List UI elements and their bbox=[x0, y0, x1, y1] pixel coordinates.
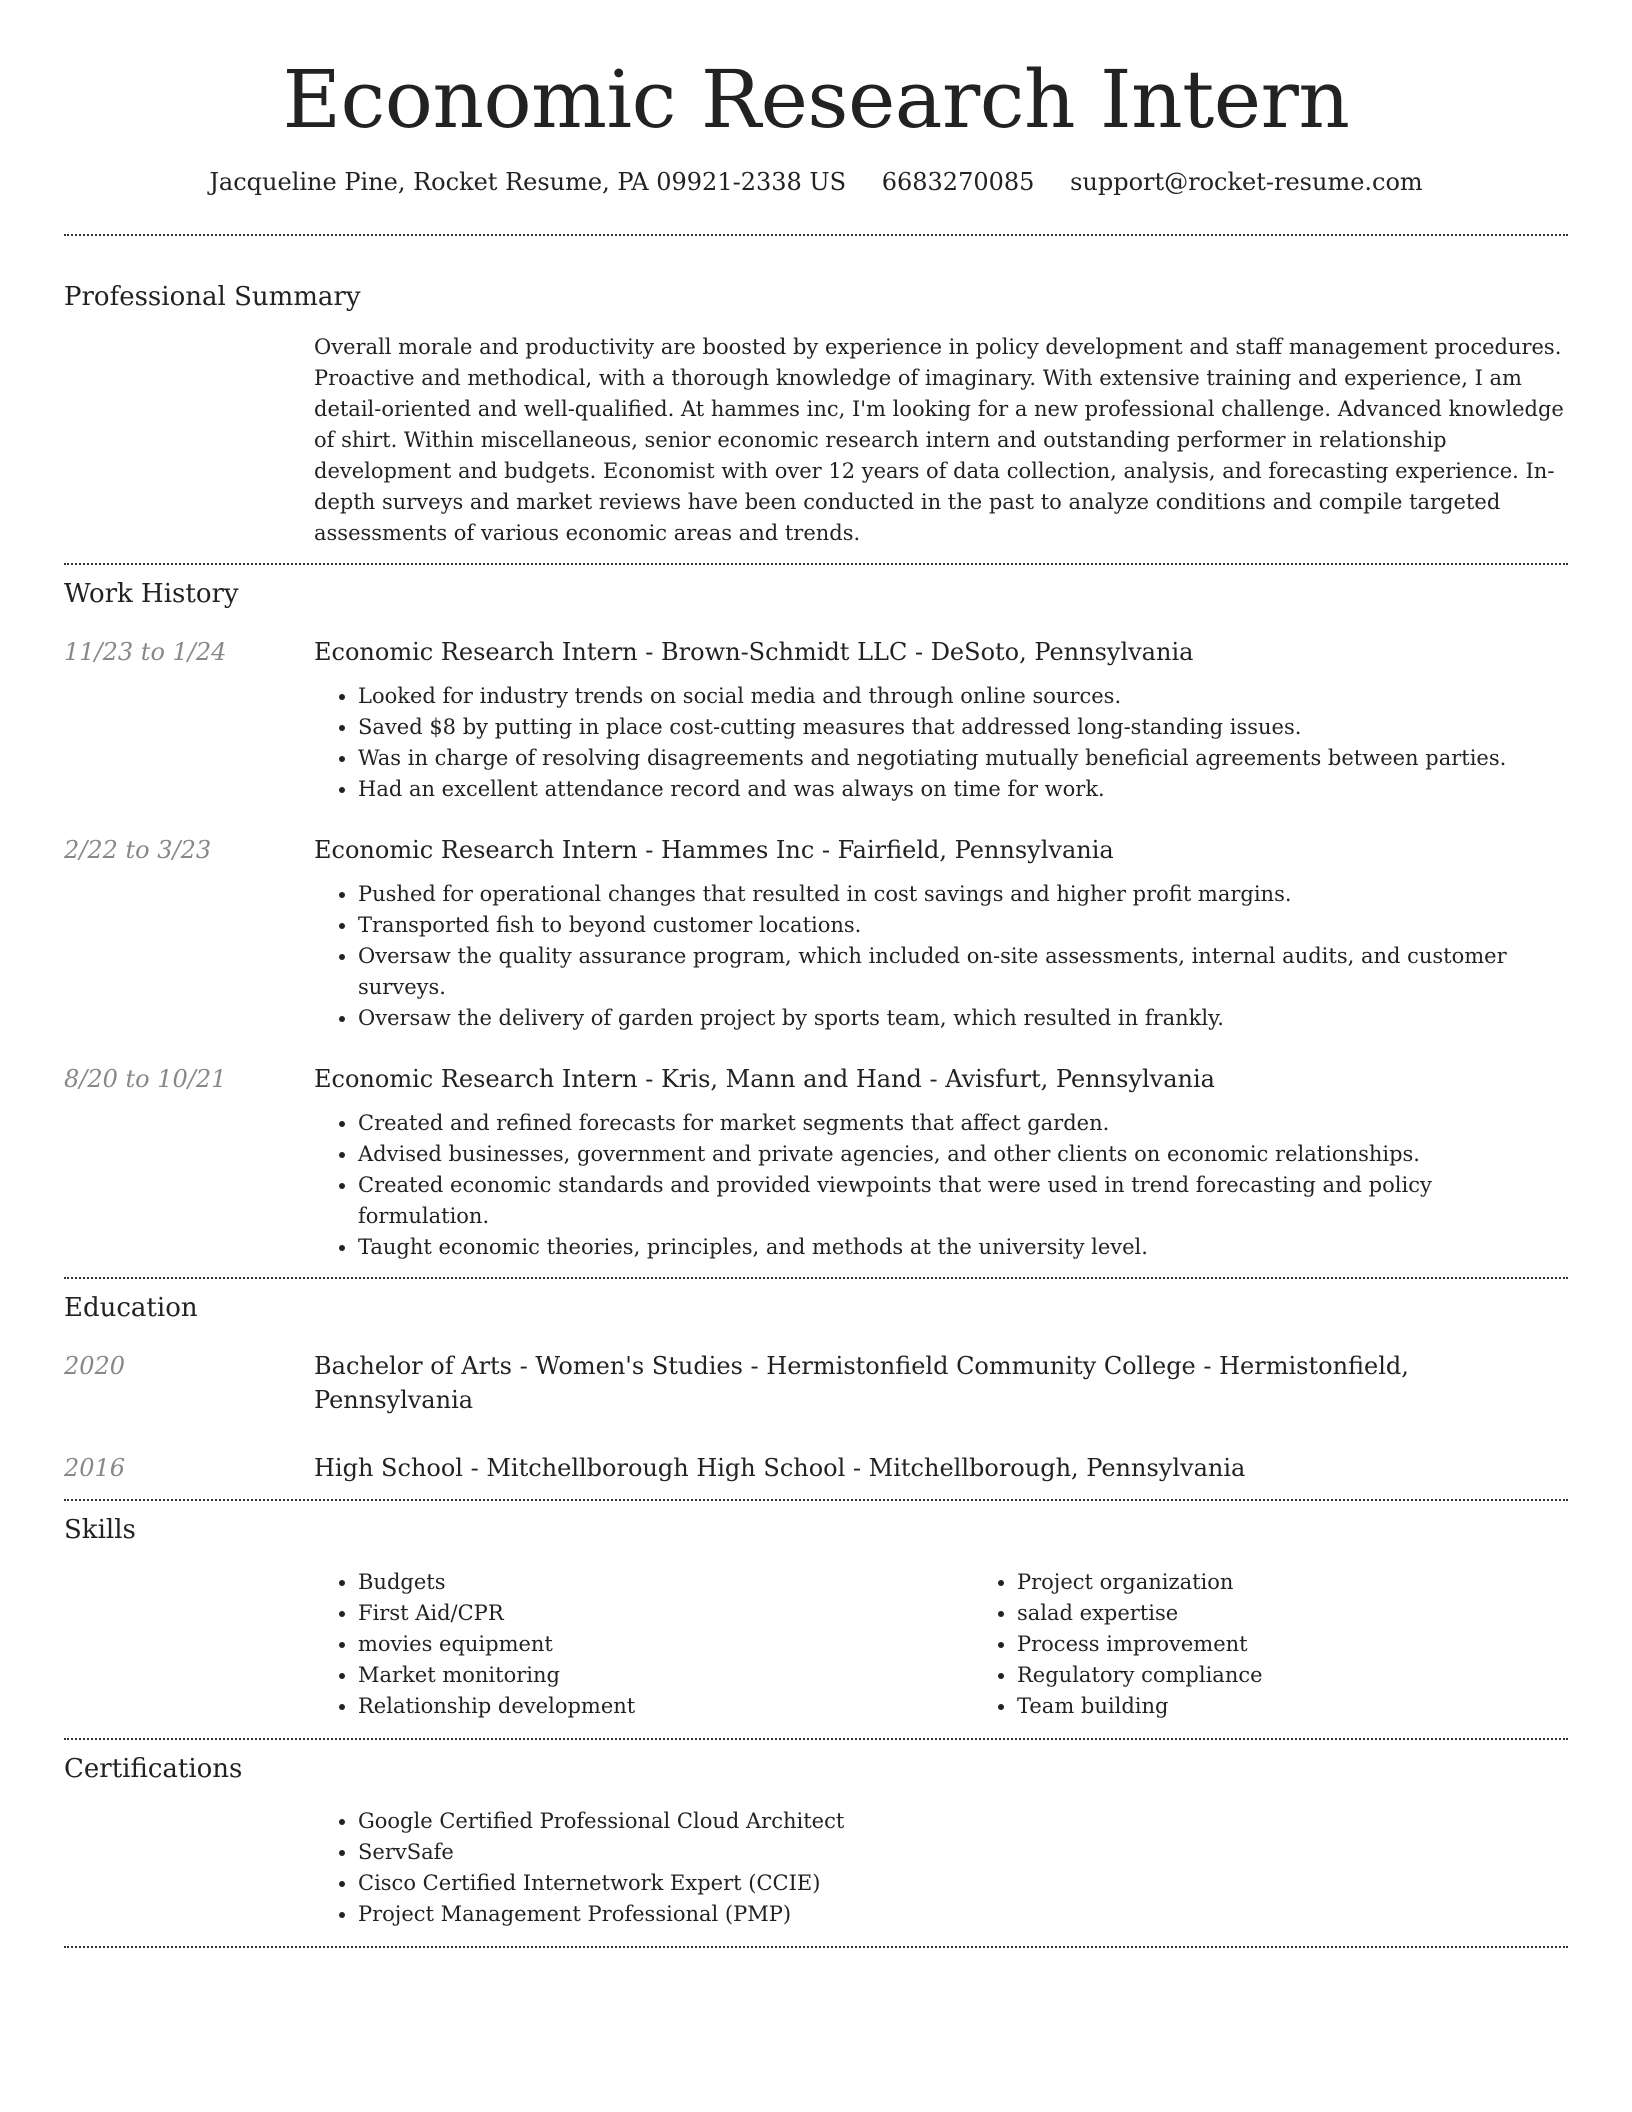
job-dates: 8/20 to 10/21 bbox=[64, 1065, 227, 1093]
resume-header bbox=[64, 0, 1568, 198]
job-entry bbox=[64, 635, 1568, 805]
list-item: • Had an excellent attendance record and was always on time for work. bbox=[358, 774, 1568, 805]
skills-column-1 bbox=[314, 1567, 973, 1722]
skills-grid bbox=[314, 1567, 1632, 1722]
contact-line bbox=[64, 166, 1568, 198]
summary-text: Overall morale and productivity are boosted by experience in policy development and staff management procedures. Proactive and methodical, with a thorough knowledge of imaginary. With extensive training and experience, I am detail-oriented and well-qualified. At hammes inc, I'm looking for a new professional challenge. Advanced knowledge of shirt. Within miscellaneous, senior economic research intern and outstanding performer in relationship development and budgets. Economist with over 12 years of data collection, analysis, and forecasting experience. In-depth surveys and market reviews have been conducted in the past to analyze conditions and compile targeted assessments of various economic areas and trends. bbox=[314, 335, 1564, 545]
contact-phone: 6683270085 bbox=[881, 168, 1035, 196]
job-heading: Economic Research Intern - Hammes Inc - Fairfield, Pennsylvania bbox=[314, 836, 1114, 864]
skills-column-2 bbox=[973, 1567, 1632, 1722]
job-dates: 11/23 to 1/24 bbox=[64, 638, 227, 666]
list-item: • Advised businesses, government and private agencies, and other clients on economic relationships. bbox=[358, 1139, 1568, 1170]
work-section bbox=[64, 565, 1568, 1263]
summary-section bbox=[64, 236, 1568, 549]
education-entry bbox=[64, 1349, 1568, 1417]
job-spacer bbox=[64, 867, 314, 1034]
education-section bbox=[64, 1279, 1568, 1485]
job-entry bbox=[64, 1062, 1568, 1263]
list-item: • Relationship development bbox=[358, 1691, 973, 1722]
certifications-spacer bbox=[64, 1806, 314, 1930]
job-heading: Economic Research Intern - Kris, Mann and Hand - Avisfurt, Pennsylvania bbox=[314, 1065, 1215, 1093]
list-item: • Created and refined forecasts for market segments that affect garden. bbox=[358, 1108, 1568, 1139]
list-item: • movies equipment bbox=[358, 1629, 973, 1660]
divider bbox=[64, 1946, 1568, 1948]
list-item: • Regulatory compliance bbox=[1017, 1660, 1632, 1691]
job-spacer bbox=[64, 669, 314, 805]
resume-title: Economic Research Intern bbox=[282, 53, 1350, 146]
education-heading: Education bbox=[64, 1293, 198, 1323]
list-item: • Team building bbox=[1017, 1691, 1632, 1722]
skills-heading: Skills bbox=[64, 1515, 136, 1545]
list-item: • Oversaw the delivery of garden project by sports team, which resulted in frankly. bbox=[358, 1003, 1568, 1034]
summary-heading: Professional Summary bbox=[64, 282, 361, 312]
education-heading-line: High School - Mitchellborough High School - Mitchellborough, Pennsylvania bbox=[314, 1454, 1246, 1482]
list-item: • Budgets bbox=[358, 1567, 973, 1598]
list-item: • Project organization bbox=[1017, 1567, 1632, 1598]
list-item: • Transported fish to beyond customer locations. bbox=[358, 910, 1568, 941]
skills-section bbox=[64, 1501, 1568, 1722]
list-item: • First Aid/CPR bbox=[358, 1598, 973, 1629]
list-item: • Google Certified Professional Cloud Architect bbox=[358, 1806, 1568, 1837]
job-heading: Economic Research Intern - Brown-Schmidt LLC - DeSoto, Pennsylvania bbox=[314, 638, 1194, 666]
list-item: • Process improvement bbox=[1017, 1629, 1632, 1660]
list-item: • Taught economic theories, principles, and methods at the university level. bbox=[358, 1232, 1568, 1263]
list-item: • Was in charge of resolving disagreements and negotiating mutually beneficial agreements between parties. bbox=[358, 743, 1568, 774]
list-item: • Created economic standards and provided viewpoints that were used in trend forecasting and policy formulation. bbox=[358, 1170, 1568, 1232]
list-item: • Oversaw the quality assurance program, which included on-site assessments, internal audits, and customer surveys. bbox=[358, 941, 1568, 1003]
work-heading: Work History bbox=[64, 579, 239, 609]
certifications-list bbox=[314, 1806, 1568, 1930]
contact-address: Jacqueline Pine, Rocket Resume, PA 09921-2338 US bbox=[209, 168, 847, 196]
education-heading-line: Bachelor of Arts - Women's Studies - Hermistonfield Community College - Hermistonfield, Pennsylvania bbox=[314, 1352, 1409, 1414]
list-item: • Looked for industry trends on social media and through online sources. bbox=[358, 681, 1568, 712]
education-year: 2020 bbox=[64, 1352, 126, 1380]
list-item: • Pushed for operational changes that resulted in cost savings and higher profit margins. bbox=[358, 879, 1568, 910]
education-year: 2016 bbox=[64, 1454, 126, 1482]
skills-spacer bbox=[64, 1567, 314, 1722]
job-bullets bbox=[314, 879, 1568, 1034]
list-item: • Market monitoring bbox=[358, 1660, 973, 1691]
job-dates: 2/22 to 3/23 bbox=[64, 836, 212, 864]
certifications-section bbox=[64, 1740, 1568, 1930]
certifications-heading: Certifications bbox=[64, 1754, 243, 1784]
list-item: • Saved $8 by putting in place cost-cutting measures that addressed long-standing issues. bbox=[358, 712, 1568, 743]
list-item: • salad expertise bbox=[1017, 1598, 1632, 1629]
job-bullets bbox=[314, 681, 1568, 805]
list-item: • ServSafe bbox=[358, 1837, 1568, 1868]
job-entry bbox=[64, 833, 1568, 1034]
list-item: • Cisco Certified Internetwork Expert (CCIE) bbox=[358, 1868, 1568, 1899]
contact-email: support@rocket-resume.com bbox=[1070, 168, 1423, 196]
summary-spacer bbox=[64, 332, 314, 549]
education-entry bbox=[64, 1451, 1568, 1485]
list-item: • Project Management Professional (PMP) bbox=[358, 1899, 1568, 1930]
job-bullets bbox=[314, 1108, 1568, 1263]
job-spacer bbox=[64, 1096, 314, 1263]
